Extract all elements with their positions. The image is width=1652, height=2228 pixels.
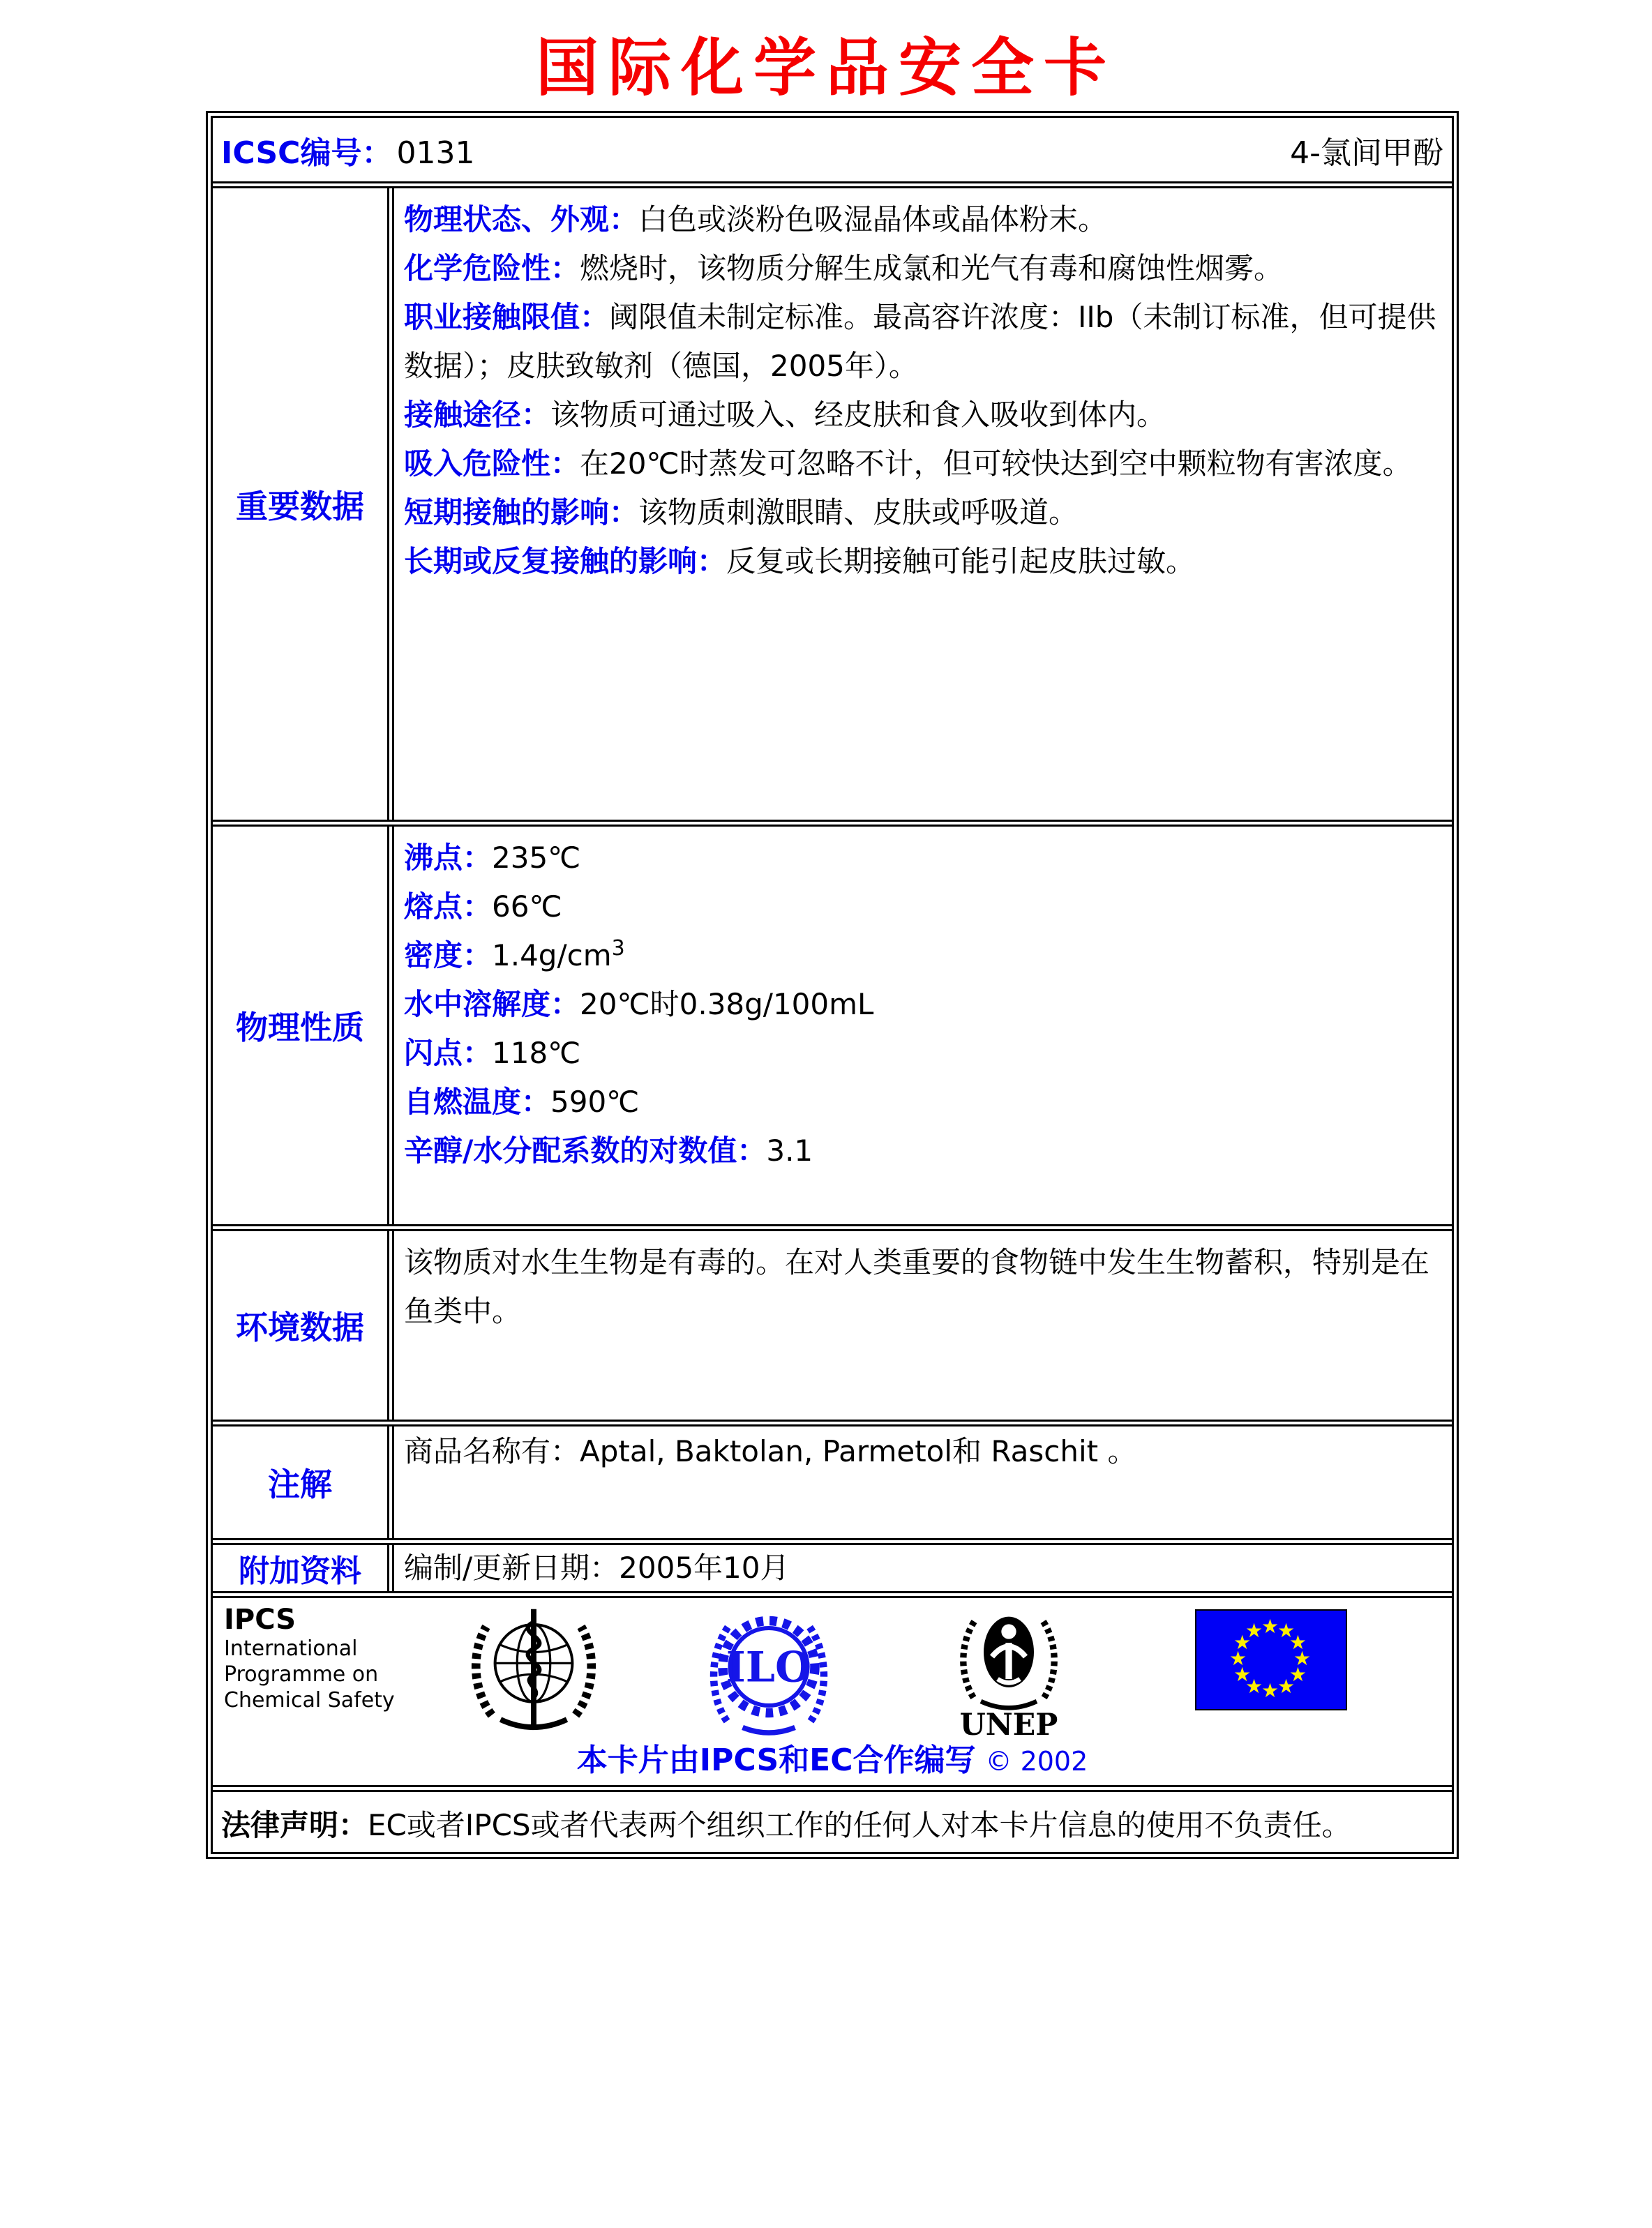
eu-star-icon: ★ [1229,1647,1247,1670]
entry-text: 该物质可通过吸入、经皮肤和食入吸收到体内。 [550,398,1166,432]
density-superscript: 3 [611,936,625,961]
entry [404,439,1442,488]
unep-logo-icon [953,1601,1065,1740]
entry-label: 水中溶解度： [404,987,580,1021]
eu-star-icon: ★ [1233,1663,1252,1686]
physical-properties-content [387,827,1452,1224]
entry-label: 密度： [404,938,493,972]
icsc-number-group [221,128,474,172]
ipcs-title: IPCS [224,1604,296,1636]
entry [404,1078,1442,1127]
credit-line [213,1735,1452,1779]
unep-label-text: UNEP [959,1708,1058,1740]
entry-text: 118℃ [492,1036,581,1070]
eu-star-icon: ★ [1289,1631,1307,1654]
entry-text: 编制/更新日期：2005年10月 [404,1551,790,1585]
entry-label: 化学危险性： [404,251,580,285]
entry-label: 长期或反复接触的影响： [404,544,727,578]
section-environmental-data [213,1224,1452,1420]
entry-text: 反复或长期接触可能引起皮肤过敏。 [726,544,1196,578]
entry-text: 235℃ [492,841,581,875]
entry-text: 1.4g/cm [492,938,612,972]
eu-star-icon: ★ [1245,1674,1263,1698]
substance-name: 4-氯间甲酚 [1290,135,1443,171]
section-physical-properties [213,820,1452,1224]
eu-star-icon: ★ [1261,1615,1279,1638]
copyright-text: © 2002 [985,1746,1088,1777]
entry [404,488,1442,537]
entry-text: 该物质刺激眼睛、皮肤或呼吸道。 [638,495,1079,529]
entry-text: 66℃ [492,889,562,924]
entry [404,1029,1442,1078]
entry-text: 590℃ [550,1085,640,1119]
eu-star-icon: ★ [1293,1647,1312,1670]
entry-label: 沸点： [404,841,493,875]
notes-section-label: 注解 [268,1466,332,1503]
entry [404,1127,1442,1175]
entry-text: 商品名称有：Aptal, Baktolan, Parmetol和 Raschit 。 [404,1434,1137,1468]
entry [404,980,1442,1029]
entry-label: 物理状态、外观： [404,202,639,236]
entry-text: 在20℃时蒸发可忽略不计，但可较快达到空中颗粒物有害浓度。 [580,446,1412,481]
legal-text: EC或者IPCS或者代表两个组织工作的任何人对本卡片信息的使用不负责任。 [368,1808,1351,1842]
entry [404,391,1442,439]
entry-label: 接触途径： [404,398,551,432]
section-important-data [213,181,1452,820]
environmental-data-content [387,1231,1452,1420]
physical-properties-section-label: 物理性质 [236,1009,364,1046]
entry-label: 吸入危险性： [404,446,580,481]
entry-label: 辛醇/水分配系数的对数值： [404,1134,767,1168]
legal-label: 法律声明： [221,1808,368,1842]
eu-flag-icon [1195,1609,1347,1710]
who-logo-icon [467,1602,600,1742]
eu-star-icon: ★ [1277,1619,1296,1643]
important-data-content [387,188,1452,820]
section-additional-info [213,1538,1452,1591]
entry-text: 燃烧时，该物质分解生成氯和光气有毒和腐蚀性烟雾。 [580,251,1284,285]
icsc-card [206,111,1459,1859]
footer-logos-row [213,1591,1452,1785]
entry [404,195,1442,244]
entry-text: 3.1 [766,1134,813,1168]
entry [404,931,1442,980]
entry-text: 该物质对水生生物是有毒的。在对人类重要的食物链中发生生物蓄积，特别是在鱼类中。 [404,1245,1430,1328]
environmental-data-section-label: 环境数据 [236,1309,364,1346]
ipcs-subtitle-line: Chemical Safety [224,1688,395,1713]
icsc-number-value: 0131 [396,135,475,171]
additional-info-content [387,1545,1452,1591]
entry-label: 熔点： [404,889,493,924]
entry [404,244,1442,293]
ipcs-subtitle-line: Programme on [224,1662,379,1687]
icsc-number-label: ICSC编号： [221,135,393,171]
eu-star-icon: ★ [1289,1663,1307,1686]
entry [404,293,1442,391]
entry-label: 自燃温度： [404,1085,551,1119]
entry-text: 白色或淡粉色吸湿晶体或晶体粉末。 [638,202,1108,236]
credit-text: 本卡片由IPCS和EC合作编写 [576,1742,976,1778]
eu-star-icon: ★ [1261,1679,1279,1702]
eu-star-icon: ★ [1277,1674,1296,1698]
important-data-section-label: 重要数据 [236,487,364,525]
ilo-logo-icon [706,1604,832,1740]
entry [404,882,1442,931]
section-notes [213,1420,1452,1538]
eu-star-icon: ★ [1233,1631,1252,1654]
ipcs-text-block [224,1604,395,1713]
entry-label: 短期接触的影响： [404,495,639,529]
entry-label: 闪点： [404,1036,493,1070]
header-row [213,118,1452,181]
ilo-monogram-text: ILO [726,1643,812,1692]
entry-label: 职业接触限值： [404,300,610,334]
entry [404,834,1442,882]
notes-content [387,1427,1452,1538]
entry-text: 20℃时0.38g/100mL [580,987,874,1021]
page-title: 国际化学品安全卡 [536,31,1116,105]
entry [404,537,1442,586]
entry-text: 阈限值未制定标准。最高容许浓度：IIb（未制订标准，但可提供数据）；皮肤致敏剂（德国，2005年）。 [404,300,1436,383]
additional-info-section-label: 附加资料 [239,1553,361,1589]
legal-row [213,1785,1452,1852]
ipcs-subtitle-line: International [224,1636,358,1661]
eu-star-icon: ★ [1245,1619,1263,1643]
